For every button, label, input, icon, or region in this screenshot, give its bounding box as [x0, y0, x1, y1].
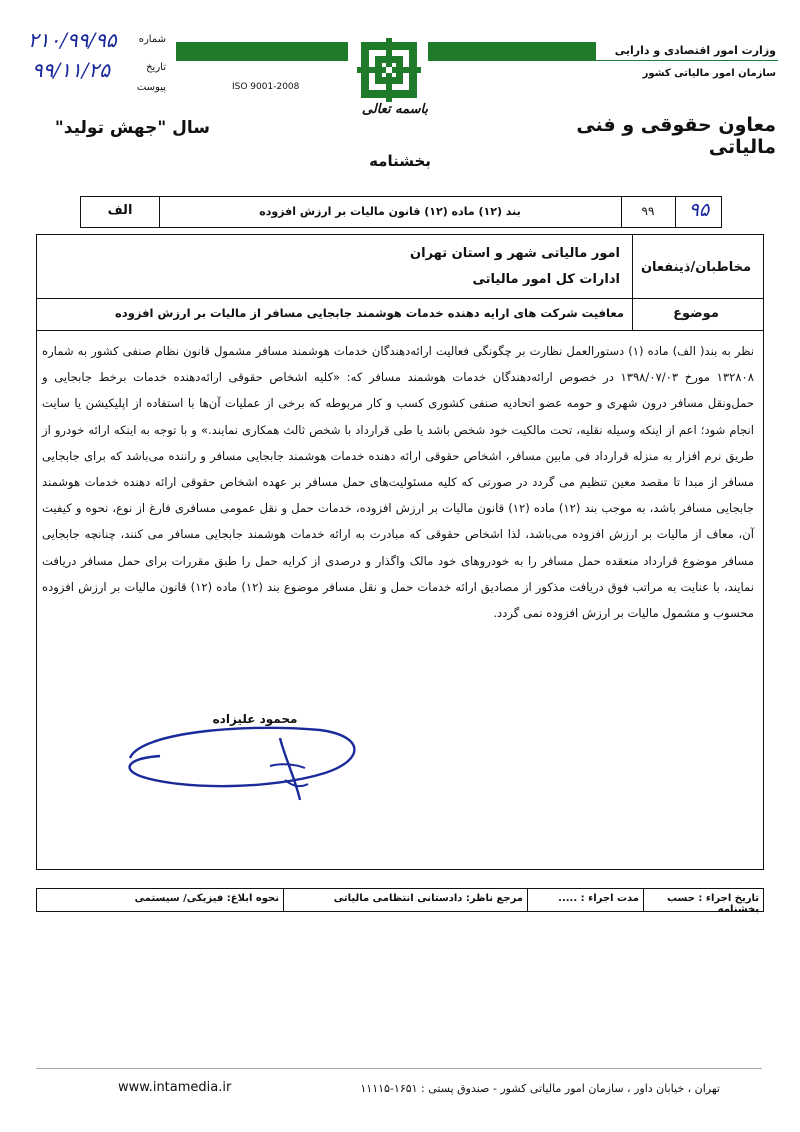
subject-row	[80, 196, 722, 228]
attachment-label: پیوست	[136, 82, 166, 93]
header-rule-right	[428, 60, 778, 61]
subject-line: بند (۱۲) ماده (۱۲) قانون مالیات بر ارزش افزوده	[259, 205, 521, 218]
recipients-line1: امور مالیاتی شهر و استان تهران	[410, 246, 620, 261]
document-title: بخشنامه	[369, 152, 431, 170]
topic-text: معافیت شرکت های ارایه دهنده خدمات هوشمند جابجایی مسافر از مالیات بر ارزش افزوده	[115, 306, 624, 320]
ministry-name: وزارت امور اقتصادی و دارایی	[614, 44, 776, 57]
letter-code: الف	[107, 203, 133, 218]
cell-divider	[621, 197, 622, 227]
footer-table	[36, 888, 764, 915]
doc-year: ۹۹	[641, 204, 655, 218]
recipients-rule	[36, 298, 764, 299]
header-rule-left	[176, 60, 348, 61]
header-bar-left	[176, 42, 348, 60]
supervisor: مرجع ناظر: دادستانی انتظامی مالیاتی	[333, 893, 523, 904]
notify-method: نحوه ابلاغ: فیزیکی/ سیستمی	[134, 893, 279, 904]
signatory-name: محمود علیزاده	[212, 712, 298, 726]
organization-name: سازمان امور مالیاتی کشور	[642, 68, 776, 79]
cell-divider	[283, 889, 284, 911]
tax-organization-emblem-icon	[357, 38, 421, 102]
duration: مدت اجراء : .....	[558, 893, 639, 904]
header-bar-right	[428, 42, 596, 60]
cell-divider	[643, 889, 644, 911]
number-label: شماره	[138, 34, 166, 45]
handwritten-date: ۹۹/۱۱/۲۵	[32, 58, 110, 82]
topic-rule	[36, 330, 764, 331]
topic-label: موضوع	[673, 306, 719, 321]
cell-divider	[527, 889, 528, 911]
iso-label: ISO 9001-2008	[232, 82, 300, 92]
recipients-line2: ادارات کل امور مالیاتی	[472, 272, 620, 287]
cell-divider	[675, 197, 676, 227]
body-paragraph: نظر به بند( الف) ماده (۱) دستورالعمل نظارت بر چگونگی فعالیت ارائه‌دهندگان خدمات هوشمند مسافر مشمول قانون نظام صنفی کشور به شماره ۱۳۲۸۰۸ مورخ ۱۳۹۸/۰۷/۰۳ در خصوص ارائه‌دهندگان خدمات هوشمند مسافر که: «کلیه اشخاص حقوقی ارائه‌دهنده خدمات برخط جابجایی و حمل‌ونقل مسافر درون شهری و حومه عضو اتحادیه صنفی کشوری کسب و کار مربوطه که برخی از عملیات آن‌ها با استفاده از اپلیکیشن یا سایت انجام شود؛ اعم از اینکه وسیله نقلیه، تحت مالکیت خود شخص باشد یا طی قرارداد با شخص ثالث همکاری نمایند.» و با توجه به اینکه ارائه خودرو از طریق نرم افزار به منزله قرارداد فی مابین مسافر، اشخاص حقوقی ارائه دهنده خدمات هوشمند جابجایی مسافر و راننده می‌باشد که برای جابجایی مسافر از مبدا تا مقصد معین تنظیم می گردد در صورتی که کلیه مسئولیت‌های حمل مسافر بر عهده اشخاص حقوقی ارائه دهنده خدمات هوشمند جابجایی مسافر باشد، به موجب بند (۱۲) ماده (۱۲) قانون مالیات بر ارزش افزوده، خدمات حمل و نقل عمومی مسافری فارغ از نوع، نحوه و کیفیت آن، معاف از مالیات بر ارزش افزوده می‌باشد، لذا اشخاص حقوقی که مبادرت به ارائه خدمات هوشمند جابجایی مسافر می کنند، چنانچه جابجایی مسافر موضوع قرارداد منعقده حمل مسافر را به خودروهای خود مالک واگذار و درصدی از کرایه حمل را طبق مقررات برای حمل مسافر دریافت نمایند، با عنایت به مراتب فوق دریافت مذکور از مصادیق ارائه خدمات حمل و نقل مسافر موضوع بند (۱۲) ماده (۱۲) قانون مالیات بر ارزش افزوده محسوب و مشمول مالیات بر ارزش افزوده نمی گردد.	[42, 344, 754, 621]
handwritten-number: ۲۱۰/۹۹/۹۵	[28, 28, 117, 52]
basmala: باسمه تعالی	[361, 102, 429, 117]
exec-date: تاریخ اجراء : حسب بخشنامه	[666, 893, 759, 915]
footer-rule	[36, 1068, 762, 1069]
recipients-label: مخاطبان/ذینفعان	[640, 260, 752, 275]
doc-serial: ۹۵	[688, 199, 710, 221]
signature-scribble	[120, 718, 370, 808]
cell-divider	[159, 197, 160, 227]
year-slogan: سال "جهش تولید"	[54, 118, 210, 138]
footer-address: تهران ، خیابان داور ، سازمان امور مالیاتی کشور - صندوق پستی : ۱۶۵۱-۱۱۱۱۵	[360, 1082, 720, 1095]
deputy-title: معاون حقوقی و فنی مالیاتی	[576, 114, 776, 158]
date-label: تاریخ	[146, 62, 166, 73]
footer-website[interactable]: www.intamedia.ir	[118, 1080, 232, 1095]
label-column-divider	[632, 234, 633, 330]
